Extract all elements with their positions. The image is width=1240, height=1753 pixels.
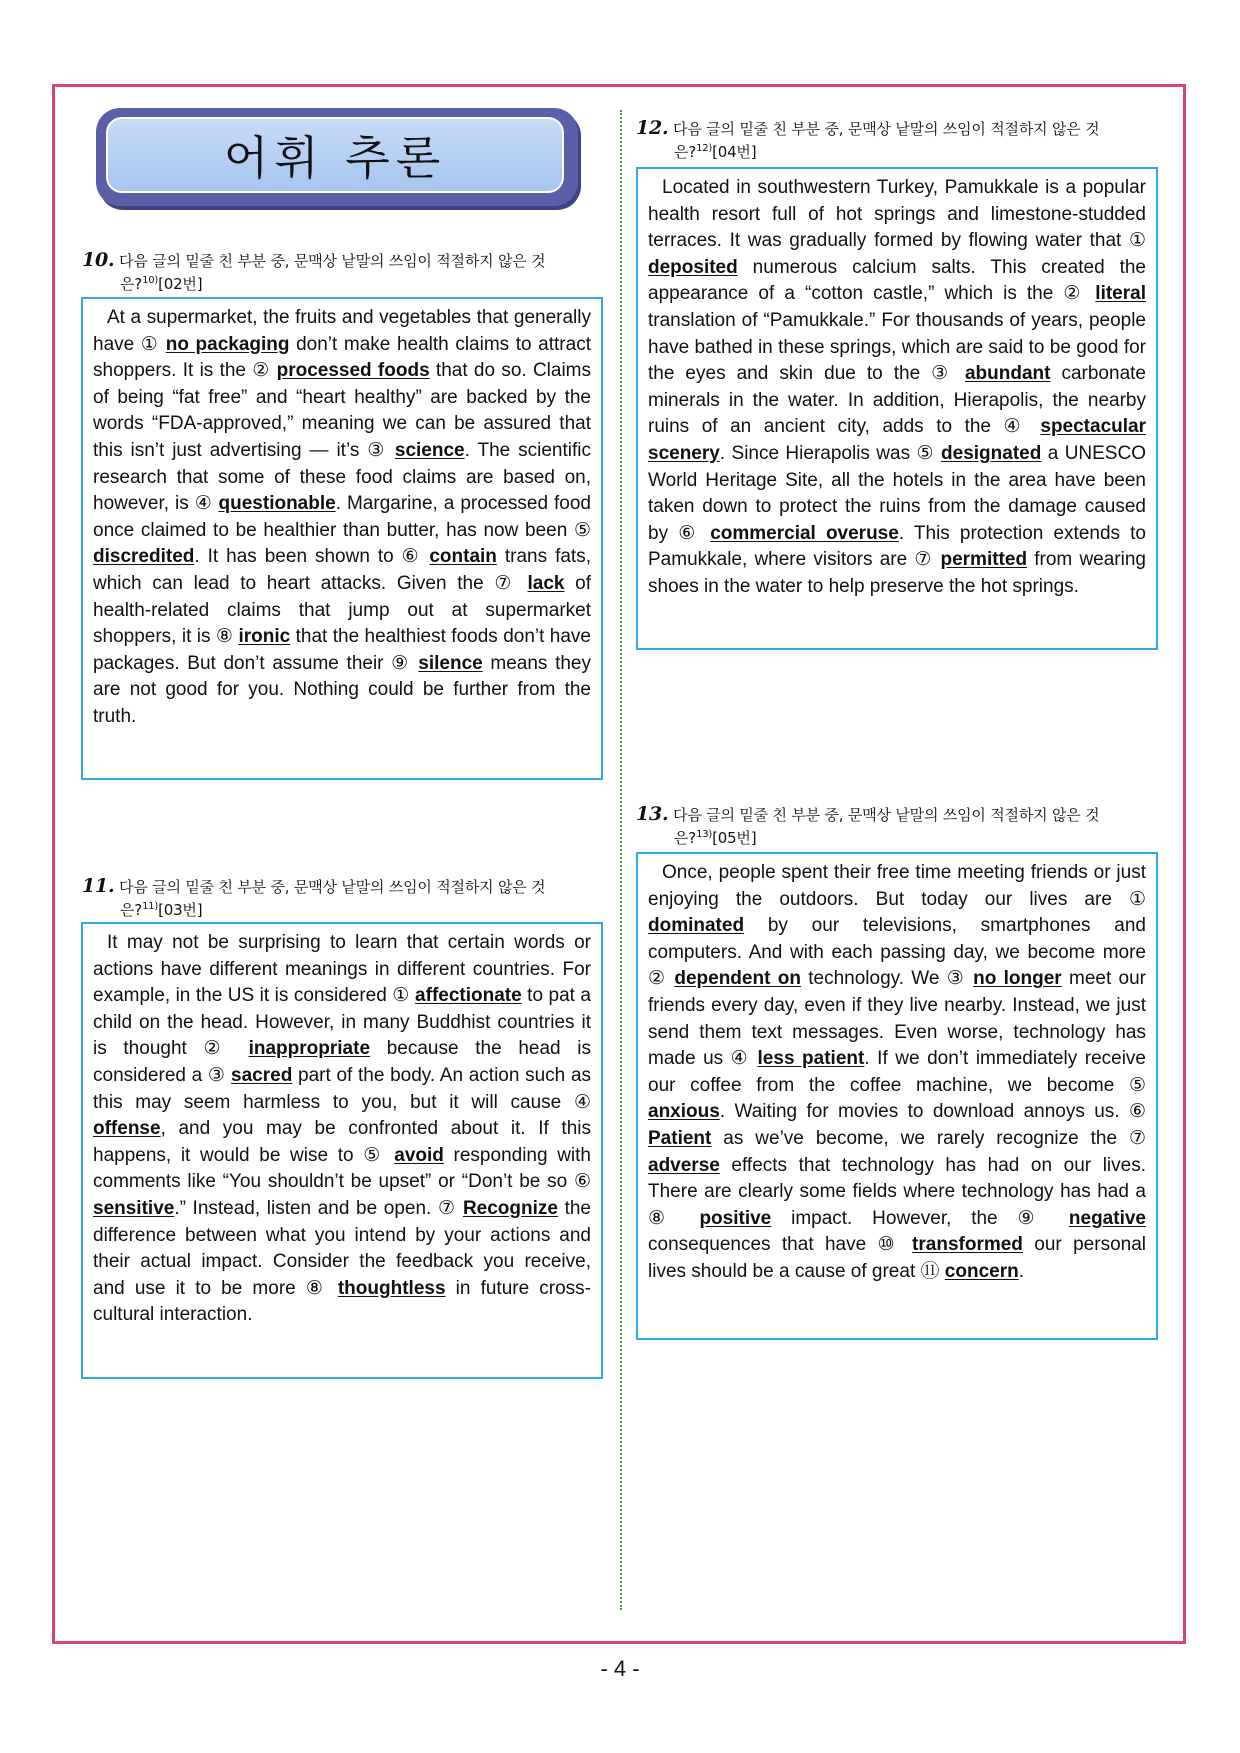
passage-text: a UNESCO World Heritage Site, all the hotels in the area have been taken down to protect the ruins from the damage caused by ⑥: [648, 442, 1146, 544]
underlined-word: avoid: [394, 1144, 444, 1166]
page-number: - 4 -: [600, 1656, 640, 1681]
underlined-word: silence: [418, 652, 483, 674]
question-prompt-end: 은?: [120, 275, 143, 293]
passage-text: .” Instead, listen and be open. ⑦: [174, 1197, 463, 1219]
question-11-header: [82, 876, 608, 920]
section-title: 어휘 추론: [223, 131, 447, 185]
passage-text: . Since Hierapolis was ⑤: [719, 442, 942, 464]
passage-text: . Margarine, a processed food once claimed to be healthier than butter, has now been ⑤: [93, 493, 591, 541]
underlined-word: inappropriate: [248, 1038, 371, 1060]
question-tag: [03번]: [158, 901, 203, 919]
passage-text: . This protection extends to Pamukkale, where visitors are ⑦: [648, 522, 1146, 571]
section-title-panel: [106, 117, 564, 193]
column-divider: [620, 110, 622, 1610]
underlined-word: anxious: [648, 1101, 720, 1123]
underlined-word: concern: [944, 1260, 1019, 1282]
question-10-passage-box: [81, 297, 603, 780]
underlined-word: literal: [1095, 283, 1146, 305]
question-13-passage-box: [636, 852, 1158, 1340]
underlined-word: discredited: [93, 546, 195, 568]
underlined-word: negative: [1068, 1207, 1146, 1229]
passage-text: . It has been shown to ⑥: [194, 546, 430, 568]
underlined-word: designated: [941, 442, 1042, 464]
underlined-word: no longer: [973, 968, 1062, 990]
question-number: 13.: [636, 803, 669, 825]
passage-text: effects that technology has had on our lives. There are clearly some fields where technology has had a ⑧: [648, 1154, 1146, 1229]
passage-text: translation of “Pamukkale.” For thousands of years, people have bathed in these springs, which are said to be good for the eyes and skin due to the ③: [648, 309, 1146, 385]
question-number: 10.: [82, 249, 115, 271]
passage-text: .: [1018, 1260, 1024, 1282]
underlined-word: thoughtless: [337, 1277, 446, 1299]
underlined-word: science: [394, 439, 465, 461]
passage-text: At a supermarket, the fruits and vegetables that generally have ①: [93, 307, 591, 355]
question-number: 11.: [82, 875, 115, 897]
passage-text: the difference between what you intend by your actions and their actual impact. Consider the feedback you receive, and use it to be more ⑧: [93, 1197, 591, 1299]
question-prompt-end: 은?: [120, 901, 143, 919]
footnote-mark: 13): [696, 829, 713, 840]
passage-text: consequences that have ⑩: [648, 1234, 913, 1256]
passage-text: . If we don’t immediately receive our coffee from the coffee machine, we become ⑤: [648, 1048, 1146, 1096]
question-12-passage-box: [636, 167, 1158, 650]
question-10-header: [82, 250, 608, 294]
question-prompt: 다음 글의 밑줄 친 부분 중, 문맥상 낱말의 쓰임이 적절하지 않은 것: [119, 252, 546, 270]
passage-text: to pat a child on the head. However, in many Buddhist countries it is thought ②: [93, 985, 591, 1060]
underlined-word: Recognize: [462, 1197, 558, 1219]
underlined-word: questionable: [218, 493, 336, 515]
passage-text: trans fats, which can lead to heart attacks. Given the ⑦: [93, 546, 591, 594]
question-12-header: [636, 118, 1164, 162]
underlined-word: less patient: [757, 1048, 865, 1070]
footnote-mark: 10): [142, 275, 159, 286]
question-tag: [05번]: [712, 829, 757, 847]
passage-text: It may not be surprising to learn that certain words or actions have different meanings in different countries. For example, in the US it is considered ①: [93, 932, 591, 1007]
passage-text: because the head is considered a ③: [93, 1038, 591, 1086]
question-number: 12.: [636, 117, 669, 139]
passage-text: in future cross-cultural interaction.: [93, 1277, 591, 1326]
question-11-passage-box: [81, 922, 603, 1379]
underlined-word: lack: [527, 572, 565, 594]
underlined-word: sensitive: [93, 1197, 175, 1219]
passage-text: part of the body. An action such as this may seem harmless to you, but it will cause ④: [93, 1064, 592, 1113]
underlined-word: permitted: [940, 549, 1028, 571]
underlined-word: processed foods: [276, 360, 430, 382]
passage-text: means they are not good for you. Nothing could be further from the truth.: [93, 652, 592, 727]
passage-text: technology. We ③: [800, 968, 974, 990]
passage-text: . Waiting for movies to download annoys us. ⑥: [719, 1101, 1146, 1123]
passage-text: meet our friends every day, even if they live nearby. Instead, we just send them text messages. Even worse, technology has made us ④: [648, 968, 1147, 1070]
underlined-word: dependent on: [674, 968, 801, 990]
passage-text: that the healthiest foods don’t have packages. But don’t assume their ⑨: [93, 626, 592, 674]
passage-text: by our televisions, smartphones and computers. And with each passing day, we become more ②: [648, 915, 1146, 990]
underlined-word: ironic: [238, 626, 291, 648]
passage-text: Located in southwestern Turkey, Pamukkale is a popular health resort full of hot springs and limestone-studded terraces. It was gradually formed by flowing water that ①: [648, 177, 1146, 252]
section-title-banner: [96, 108, 578, 206]
underlined-word: Patient: [648, 1127, 712, 1149]
passage-text: Once, people spent their free time meeting friends or just enjoying the outdoors. But today our lives are ①: [648, 862, 1146, 910]
footnote-mark: 12): [696, 143, 713, 154]
underlined-word: contain: [429, 546, 497, 568]
underlined-word: spectacular scenery: [648, 416, 1146, 464]
passage-text: numerous calcium salts. This created the appearance of a “cotton castle,” which is the ②: [648, 256, 1146, 305]
passage-text: don’t make health claims to attract shoppers. It is the ②: [93, 333, 591, 382]
question-prompt-end: 은?: [674, 829, 697, 847]
question-prompt: 다음 글의 밑줄 친 부분 중, 문맥상 낱말의 쓰임이 적절하지 않은 것: [673, 120, 1100, 138]
underlined-word: commercial overuse: [710, 522, 899, 544]
underlined-word: no packaging: [165, 333, 290, 355]
passage-text: that do so. Claims of being “fat free” and “heart healthy” are backed by the words “FDA-approved,” meaning we can be assured that this isn’t just advertising — it’s ③: [93, 360, 592, 461]
passage-text: impact. However, the ⑨: [771, 1207, 1069, 1229]
question-prompt-end: 은?: [674, 143, 697, 161]
question-prompt: 다음 글의 밑줄 친 부분 중, 문맥상 낱말의 쓰임이 적절하지 않은 것: [673, 806, 1100, 824]
question-13-header: [636, 804, 1164, 848]
passage-text: our personal lives should be a cause of great ⑪: [648, 1234, 1146, 1282]
underlined-word: transformed: [912, 1234, 1023, 1256]
question-tag: [02번]: [158, 275, 203, 293]
passage-text: . The scientific research that some of these food claims are based on, however, is ④: [93, 439, 591, 515]
passage-text: , and you may be confronted about it. If this happens, it would be wise to ⑤: [93, 1118, 591, 1166]
passage-text: as we’ve become, we rarely recognize the ⑦: [711, 1127, 1146, 1149]
passage-text: responding with comments like “You shouldn’t be upset” or “Don’t be so ⑥: [93, 1144, 591, 1193]
underlined-word: dominated: [648, 915, 745, 937]
underlined-word: positive: [699, 1207, 772, 1229]
footnote-mark: 11): [142, 901, 159, 912]
passage-text: of health-related claims that jump out at supermarket shoppers, it is ⑧: [93, 572, 592, 648]
underlined-word: deposited: [648, 256, 738, 278]
question-11-passage: [93, 930, 591, 1329]
passage-text: from wearing shoes in the water to help preserve the hot springs.: [648, 549, 1146, 597]
question-10-passage: [93, 305, 591, 731]
underlined-word: affectionate: [415, 985, 522, 1007]
underlined-word: sacred: [231, 1064, 293, 1086]
passage-text: carbonate minerals in the water. In addition, Hierapolis, the nearby ruins of an ancient city, adds to the ④: [648, 363, 1146, 438]
underlined-word: adverse: [648, 1154, 720, 1176]
question-prompt: 다음 글의 밑줄 친 부분 중, 문맥상 낱말의 쓰임이 적절하지 않은 것: [119, 878, 546, 896]
underlined-word: offense: [93, 1118, 161, 1140]
underlined-word: abundant: [964, 363, 1051, 385]
question-12-passage: [648, 175, 1146, 601]
question-tag: [04번]: [712, 143, 757, 161]
question-13-passage: [648, 860, 1146, 1286]
